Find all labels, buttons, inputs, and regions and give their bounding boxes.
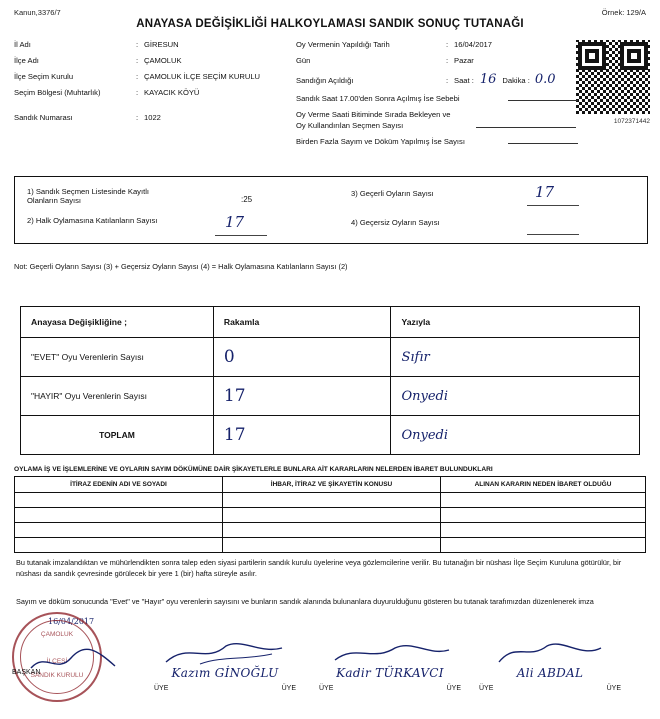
field-value: KAYACIK KÖYÜ [144, 88, 200, 97]
field-label: Oy Verme Saati Bitiminde Sırada Bekleyen ve [296, 110, 451, 119]
field-label: Sandık Saat 17.00'den Sonra Açılmış İse Sebebi [296, 94, 460, 103]
cell [441, 508, 646, 523]
row-figure-evet: 0 [213, 338, 391, 377]
field-label: Oy Vermenin Yapıldığı Tarih [296, 40, 390, 49]
header-info-left [14, 40, 294, 129]
top-meta-row [14, 8, 646, 17]
table-row [21, 338, 640, 377]
col-header-decision: ALINAN KARARIN NEDEN İBARET OLDUĞU [441, 477, 646, 493]
row-label-hayir: "HAYIR" Oyu Verenlerin Sayısı [21, 377, 214, 416]
col-header-objector-name: İTİRAZ EDENİN ADI VE SOYADI [15, 477, 223, 493]
signature-mark [315, 640, 465, 666]
blank-line [508, 142, 578, 144]
cell [15, 508, 223, 523]
field-value: ÇAMOLUK [144, 56, 182, 65]
count-item-3-underline [527, 205, 579, 206]
signature-member-1 [150, 640, 300, 692]
field-label: Sandığın Açıldığı [296, 76, 354, 85]
signature-role-left: ÜYE [479, 685, 494, 692]
complaints-title: OYLAMA İŞ VE İŞLEMLERİNE VE OYLARIN SAYIM DÖKÜMÜNE DAİR ŞİKAYETLERLE BUNLARA AİT KARARLARIN NELERDEN İBARET BULUNDUKLARI [14, 466, 493, 473]
handwritten-minute: 0.0 [534, 72, 556, 87]
field-label: İl Adı [14, 40, 31, 49]
cell [441, 493, 646, 508]
col-header-change: Anayasa Değişikliğine ; [21, 307, 214, 338]
field-label: İlçe Adı [14, 56, 39, 65]
table-row [15, 523, 646, 538]
field-ilce-secim-kurulu [14, 72, 294, 81]
field-sandik-numarasi [14, 113, 294, 122]
qr-code-id: 1072371442 [613, 118, 650, 125]
count-item-1-line1: 1) Sandık Seçmen Listesinde Kayıtlı [27, 187, 149, 196]
field-value: Saat : [454, 76, 474, 85]
count-item-3-value: 17 [535, 183, 555, 201]
cell [223, 538, 441, 553]
field-gun [296, 56, 596, 65]
field-separator: : [136, 113, 139, 122]
counts-box [14, 176, 648, 244]
field-separator: : [446, 56, 449, 65]
signature-scribble-icon [325, 640, 455, 666]
row-figure-toplam: 17 [213, 416, 391, 455]
col-header-figure: Rakamla [213, 307, 391, 338]
signature-scribble-icon [23, 648, 143, 674]
row-label-toplam: TOPLAM [21, 416, 214, 455]
field-label: Birden Fazla Sayım ve Döküm Yapılmış İse Sayısı [296, 137, 465, 146]
header-info-right [296, 40, 596, 153]
signature-role-right: ÜYE [606, 685, 621, 692]
signature-name: Ali ABDAL [516, 666, 584, 680]
field-bekleyen-secmen-line2 [296, 121, 596, 130]
field-bekleyen-secmen-line1 [296, 110, 596, 119]
blank-line [476, 126, 576, 128]
field-sandik-gec-acilma-sebebi [296, 94, 596, 103]
field-secim-bolgesi [14, 88, 294, 97]
blank-line [508, 99, 578, 101]
count-item-1-value: :25 [241, 195, 253, 204]
field-sandigin-acildigi [296, 72, 596, 87]
signature-mark [150, 640, 300, 666]
field-il-adi [14, 40, 294, 49]
cell [223, 508, 441, 523]
page-title: ANAYASA DEĞİŞİKLİĞİ HALKOYLAMASI SANDIK SONUÇ TUTANAĞI [136, 18, 524, 30]
count-item-2-value: 17 [225, 213, 245, 231]
table-row [15, 493, 646, 508]
row-words-evet: Sıfır [391, 338, 640, 377]
law-reference: Kanun,3376/7 [14, 8, 61, 17]
field-separator: : [136, 88, 139, 97]
table-row [15, 508, 646, 523]
signature-role-left: ÜYE [154, 685, 169, 692]
field-value: 1022 [144, 113, 161, 122]
count-item-1 [27, 187, 237, 205]
count-item-4-underline [527, 234, 579, 235]
cell [223, 493, 441, 508]
field-value: ÇAMOLUK İLÇE SEÇİM KURULU [144, 72, 261, 81]
field-separator: : [446, 40, 449, 49]
handwritten-hour: 16 [479, 72, 497, 87]
field-value: 16/04/2017 [454, 40, 493, 49]
row-words-hayir: Onyedi [391, 377, 640, 416]
col-header-words: Yazıyla [391, 307, 640, 338]
field-value: Pazar [454, 56, 474, 65]
field-label: Seçim Bölgesi (Muhtarlık) [14, 88, 101, 97]
table-row [21, 416, 640, 455]
signature-name: Kazım GİNOĞLU [171, 666, 279, 680]
signature-scribble-icon [485, 640, 615, 666]
field-separator: : [446, 76, 449, 85]
signature-chairman [8, 648, 158, 674]
table-row [21, 377, 640, 416]
field-label: Gün [296, 56, 311, 65]
count-item-2-underline [215, 235, 267, 236]
row-figure-hayir: 17 [213, 377, 391, 416]
field-value: GİRESUN [144, 40, 179, 49]
signature-role-left: ÜYE [319, 685, 334, 692]
row-words-toplam: Onyedi [391, 416, 640, 455]
complaints-table [14, 476, 646, 553]
minute-label: Dakika : [502, 76, 530, 85]
cell [441, 538, 646, 553]
row-label-evet: "EVET" Oyu Verenlerin Sayısı [21, 338, 214, 377]
cell [15, 493, 223, 508]
formula-note: Not: Geçerli Oyların Sayısı (3) + Geçersiz Oyların Sayısı (4) = Halk Oylamasına Katılanların Sayısı (2) [14, 262, 348, 271]
signature-member-2 [315, 640, 465, 692]
field-separator: : [136, 72, 139, 81]
complaints-header-row [15, 477, 646, 493]
count-item-1-line2: Olanların Sayısı [27, 196, 82, 205]
cell [441, 523, 646, 538]
stamp-line-2: İLÇESİ [46, 658, 68, 665]
form-number: Örnek: 129/A [601, 8, 646, 17]
signature-scribble-icon [160, 640, 290, 666]
table-header-row [21, 307, 640, 338]
cell [15, 538, 223, 553]
col-header-subject: İHBAR, İTİRAZ VE ŞİKAYETİN KONUSU [223, 477, 441, 493]
field-label: Oy Kullandırılan Seçmen Sayısı [296, 121, 404, 130]
signature-role-right: ÜYE [446, 685, 461, 692]
count-item-2: 2) Halk Oylamasına Katılanların Sayısı [27, 216, 158, 225]
signature-member-3 [475, 640, 625, 692]
field-separator: : [136, 40, 139, 49]
cell [223, 523, 441, 538]
signature-mark [475, 640, 625, 666]
field-label: İlçe Seçim Kurulu [14, 72, 74, 81]
count-item-4: 4) Geçersiz Oyların Sayısı [351, 218, 440, 227]
cell [15, 523, 223, 538]
field-oy-verme-tarihi [296, 40, 596, 49]
signature-name: Kadir TÜRKAVCI [336, 666, 444, 680]
handwritten-date: 16/04/2017 [48, 617, 95, 626]
footer-paragraph-1: Bu tutanak imzalandıktan ve mühürlendikten sonra talep eden siyasi partilerin sandık kurulu üyelerine veya gözlemcilerine verilir. Bu tutanağın bir nüshası İlçe Seçim Kuruluna götürülür, bir nüshası da sandık çevresinde görülecek bir yere 1 (bir) hafta süreyle asılır. [16, 558, 622, 578]
footer-paragraph-2: Sayım ve döküm sonucunda "Evet" ve "Hayır" oyu verenlerin sayısını ve bunların sandık alanında bulunanlara duyurulduğunu gösteren bu tutanak tarafımızdan düzenlenerek imza [16, 597, 594, 606]
vote-result-table [20, 306, 640, 455]
stamp-line-1: ÇAMOLUK [40, 631, 74, 638]
signature-row [0, 630, 660, 710]
field-separator: : [136, 56, 139, 65]
field-birden-fazla-sayim [296, 137, 596, 146]
signature-role-left: BAŞKAN [12, 669, 41, 676]
signature-role-right: ÜYE [281, 685, 296, 692]
count-item-3: 3) Geçerli Oyların Sayısı [351, 189, 434, 198]
stamp-line-3: SANDIK KURULU [30, 672, 84, 679]
table-row [15, 538, 646, 553]
field-label: Sandık Numarası [14, 113, 73, 122]
field-ilce-adi [14, 56, 294, 65]
